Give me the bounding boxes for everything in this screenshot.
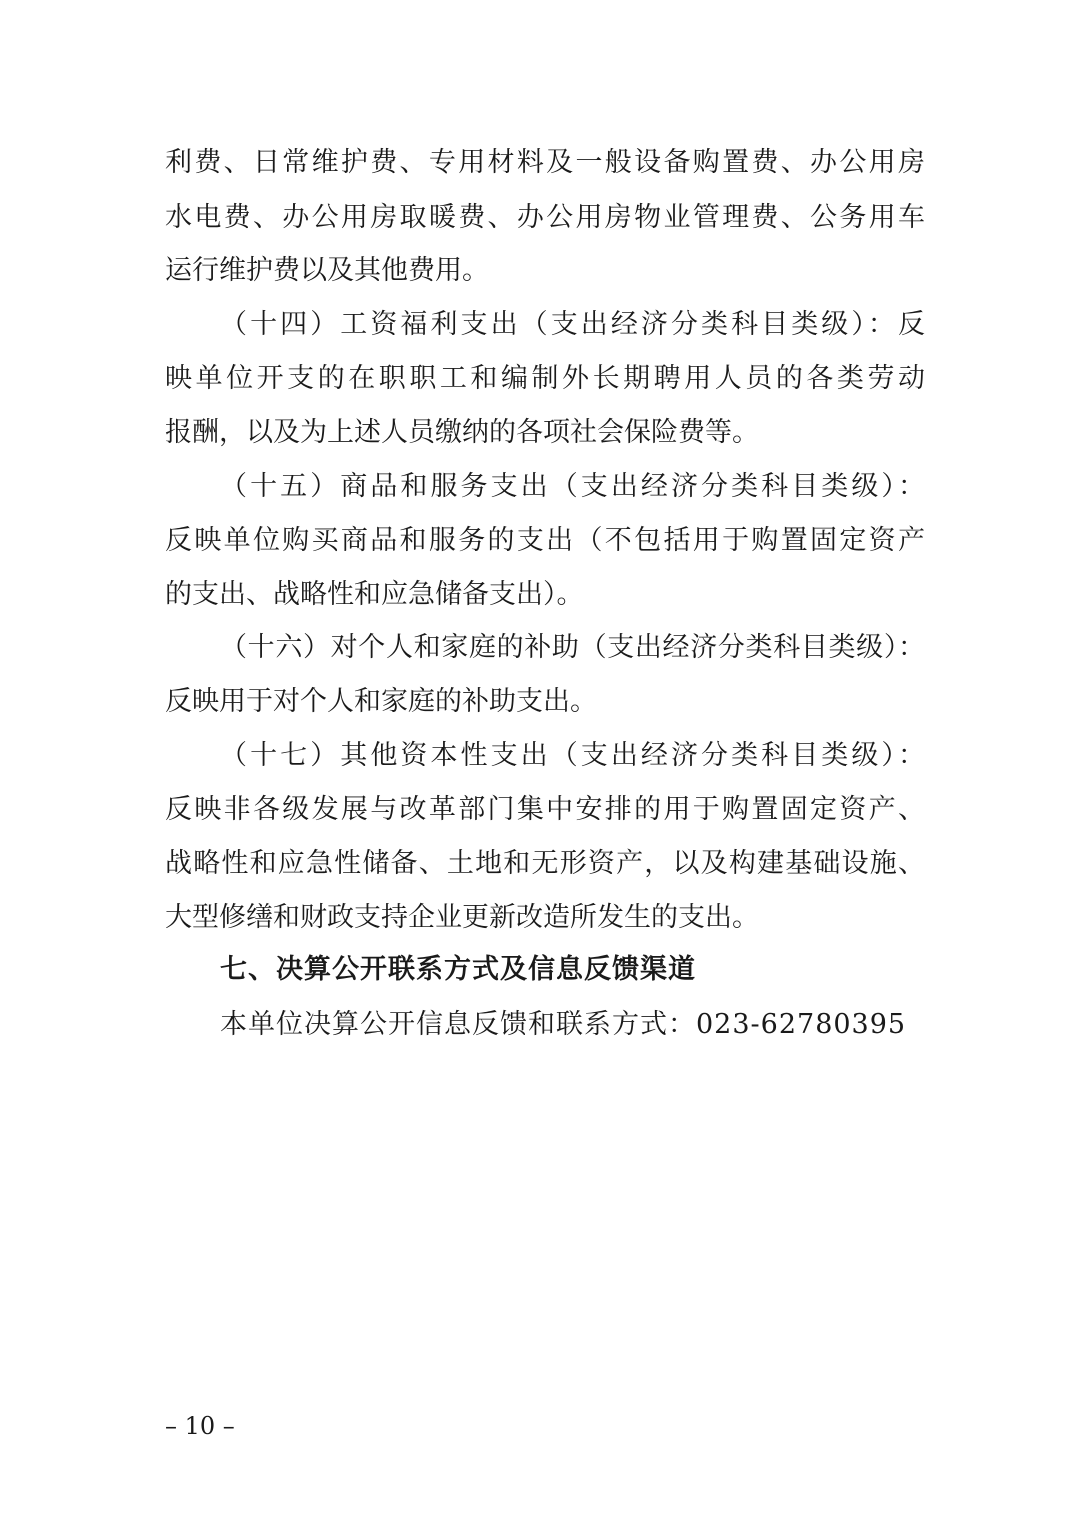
page-number: – 10 –	[165, 1412, 235, 1440]
paragraph-line: 的支出、战略性和应急储备支出）。	[165, 579, 584, 610]
paragraph-line: （十四）工资福利支出（支出经济分类科目类级）：反	[220, 309, 925, 340]
paragraph-line: 反映单位购买商品和服务的支出（不包括用于购置固定资产	[165, 525, 925, 556]
section-heading: 七、决算公开联系方式及信息反馈渠道	[220, 954, 696, 985]
paragraph-line: （十七）其他资本性支出（支出经济分类科目类级）：	[220, 740, 925, 771]
paragraph-line: 运行维护费以及其他费用。	[165, 255, 489, 286]
paragraph-line: 反映用于对个人和家庭的补助支出。	[165, 686, 597, 717]
paragraph-line: （十五）商品和服务支出（支出经济分类科目类级）：	[220, 471, 925, 502]
paragraph-line: 反映非各级发展与改革部门集中安排的用于购置固定资产、	[165, 794, 925, 825]
paragraph-line: 水电费、办公用房取暖费、办公用房物业管理费、公务用车	[165, 202, 925, 233]
paragraph-line: 战略性和应急性储备、土地和无形资产，以及构建基础设施、	[165, 848, 925, 879]
paragraph-line: 报酬，以及为上述人员缴纳的各项社会保险费等。	[165, 417, 759, 448]
paragraph-line: 大型修缮和财政支持企业更新改造所发生的支出。	[165, 902, 759, 933]
paragraph-line: 映单位开支的在职职工和编制外长期聘用人员的各类劳动	[165, 363, 925, 394]
contact-info: 本单位决算公开信息反馈和联系方式：023-62780395	[220, 1009, 907, 1040]
paragraph-line: （十六）对个人和家庭的补助（支出经济分类科目类级）：	[220, 632, 925, 663]
paragraph-line: 利费、日常维护费、专用材料及一般设备购置费、办公用房	[165, 147, 925, 178]
